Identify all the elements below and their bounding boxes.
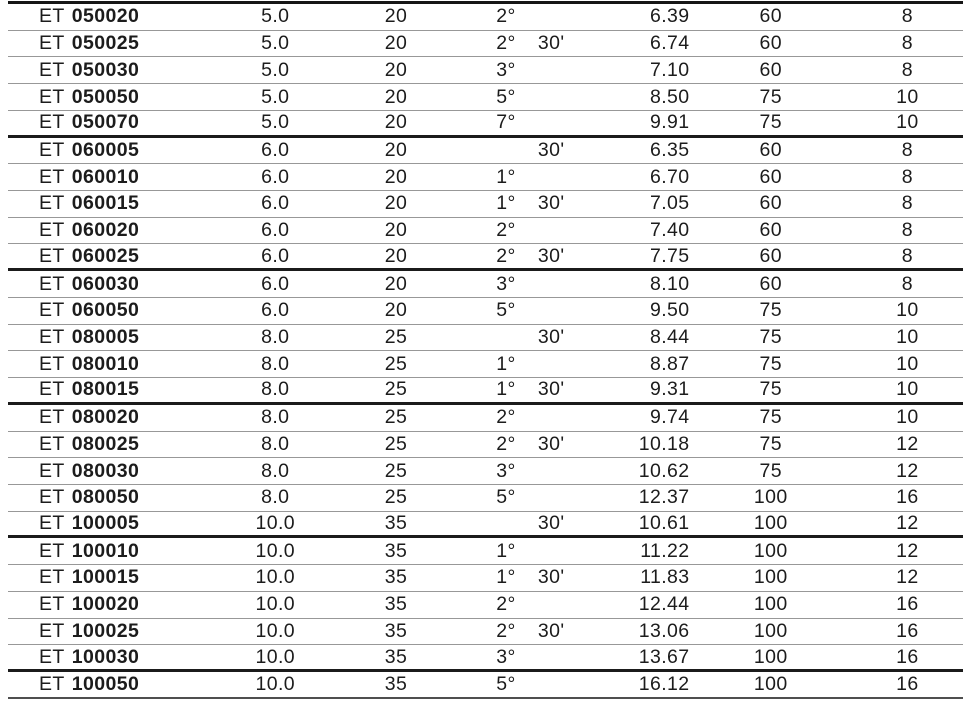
part-prefix: ET [39, 165, 65, 188]
part-code: 100005 [71, 512, 140, 535]
dim-a-cell: 5.0 [261, 111, 290, 134]
dim-c-cell: 10.61 [638, 512, 690, 535]
dim-e-cell: 10 [896, 325, 919, 348]
part-number-cell [8, 166, 191, 189]
data-table [8, 1, 963, 699]
table-row [8, 138, 963, 165]
angle-minutes-cell: 30' [537, 432, 565, 455]
table-row [8, 271, 963, 298]
dim-b-cell: 35 [384, 512, 408, 535]
table-row [8, 672, 963, 699]
part-prefix: ET [39, 138, 65, 161]
dim-e-cell: 12 [896, 539, 919, 562]
dim-e-cell: 8 [901, 32, 914, 55]
dim-d-cell: 100 [753, 593, 788, 616]
part-prefix: ET [39, 566, 65, 589]
angle-minutes-cell: 30' [537, 619, 565, 642]
dim-b-cell: 20 [384, 299, 408, 322]
dim-b-cell: 35 [384, 539, 408, 562]
part-number-cell [8, 512, 191, 535]
part-number-cell [8, 378, 191, 401]
dim-a-cell: 5.0 [261, 32, 290, 55]
part-prefix: ET [39, 619, 65, 642]
dim-c-cell: 6.70 [649, 165, 690, 188]
angle-degrees-cell: 5° [496, 299, 516, 322]
angle-minutes-cell: 30' [537, 32, 565, 55]
table-row [8, 405, 963, 432]
dim-e-cell: 16 [896, 486, 919, 509]
table-row [8, 485, 963, 512]
dim-d-cell: 60 [759, 165, 782, 188]
part-number-cell [8, 32, 191, 55]
part-code: 100020 [71, 593, 140, 616]
dim-d-cell: 60 [759, 244, 782, 267]
dim-b-cell: 25 [384, 406, 408, 429]
part-prefix: ET [39, 325, 65, 348]
table-row [8, 619, 963, 646]
dim-a-cell: 10.0 [255, 539, 296, 562]
table-row [8, 218, 963, 245]
dim-e-cell: 8 [901, 219, 914, 242]
dim-c-cell: 7.10 [649, 58, 690, 81]
dim-b-cell: 20 [384, 111, 408, 134]
part-prefix: ET [39, 486, 65, 509]
part-code: 100010 [71, 539, 140, 562]
dim-b-cell: 25 [384, 432, 408, 455]
dim-d-cell: 100 [753, 512, 788, 535]
dim-b-cell: 25 [384, 459, 408, 482]
dim-c-cell: 9.74 [649, 406, 690, 429]
part-number-cell [8, 86, 191, 109]
part-code: 060025 [71, 244, 140, 267]
dim-c-cell: 8.44 [649, 325, 690, 348]
dim-a-cell: 5.0 [261, 5, 290, 28]
part-prefix: ET [39, 352, 65, 375]
dim-e-cell: 8 [901, 244, 914, 267]
dim-e-cell: 10 [896, 111, 919, 134]
angle-degrees-cell: 2° [496, 219, 516, 242]
dim-c-cell: 11.83 [640, 566, 690, 589]
part-number-cell [8, 566, 191, 589]
dim-b-cell: 35 [384, 619, 408, 642]
part-number-cell [8, 540, 191, 563]
dim-c-cell: 10.62 [638, 459, 690, 482]
table-row [8, 164, 963, 191]
dim-c-cell: 8.87 [649, 352, 690, 375]
part-prefix: ET [39, 299, 65, 322]
table-row [8, 565, 963, 592]
dim-d-cell: 100 [753, 566, 788, 589]
angle-degrees-cell: 5° [496, 85, 516, 108]
part-prefix: ET [39, 593, 65, 616]
part-code: 060050 [71, 299, 140, 322]
dim-b-cell: 20 [384, 85, 408, 108]
angle-degrees-cell: 2° [496, 244, 516, 267]
angle-minutes-cell: 30' [537, 138, 565, 161]
part-prefix: ET [39, 244, 65, 267]
dim-e-cell: 12 [896, 432, 919, 455]
dim-a-cell: 8.0 [261, 486, 290, 509]
dim-d-cell: 75 [759, 352, 782, 375]
dim-e-cell: 8 [901, 165, 914, 188]
dim-e-cell: 8 [901, 5, 914, 28]
angle-degrees-cell: 2° [496, 432, 516, 455]
angle-degrees-cell: 3° [496, 58, 516, 81]
angle-degrees-cell: 2° [496, 32, 516, 55]
dim-e-cell: 16 [896, 672, 919, 695]
part-code: 080010 [71, 352, 140, 375]
part-prefix: ET [39, 672, 65, 695]
table-row [8, 592, 963, 619]
dim-c-cell: 13.06 [638, 619, 690, 642]
dim-e-cell: 10 [896, 352, 919, 375]
part-prefix: ET [39, 512, 65, 535]
part-prefix: ET [39, 272, 65, 295]
dim-c-cell: 9.31 [649, 378, 690, 401]
dim-d-cell: 100 [753, 539, 788, 562]
dim-c-cell: 7.75 [649, 244, 690, 267]
dim-c-cell: 7.40 [649, 219, 690, 242]
part-number-cell [8, 59, 191, 82]
dim-b-cell: 20 [384, 244, 408, 267]
dim-d-cell: 60 [759, 272, 782, 295]
angle-degrees-cell: 5° [496, 672, 516, 695]
dim-d-cell: 75 [759, 432, 782, 455]
dim-d-cell: 75 [759, 325, 782, 348]
dim-e-cell: 12 [896, 566, 919, 589]
part-code: 080030 [71, 459, 140, 482]
dim-a-cell: 6.0 [261, 138, 290, 161]
part-code: 100015 [71, 566, 140, 589]
angle-minutes-cell: 30' [537, 244, 565, 267]
part-number-cell [8, 326, 191, 349]
dim-c-cell: 10.18 [638, 432, 690, 455]
table-row [8, 325, 963, 352]
table-row [8, 298, 963, 325]
dim-e-cell: 10 [896, 299, 919, 322]
dim-b-cell: 20 [384, 165, 408, 188]
table-row [8, 645, 963, 672]
dim-a-cell: 10.0 [255, 566, 296, 589]
dim-d-cell: 75 [759, 111, 782, 134]
part-code: 080050 [71, 486, 140, 509]
part-number-cell [8, 460, 191, 483]
part-number-cell [8, 111, 191, 134]
dim-d-cell: 100 [753, 672, 788, 695]
table-row [8, 458, 963, 485]
part-prefix: ET [39, 406, 65, 429]
dim-e-cell: 16 [896, 593, 919, 616]
dim-a-cell: 6.0 [261, 244, 290, 267]
angle-degrees-cell: 2° [496, 406, 516, 429]
angle-degrees-cell: 2° [496, 593, 516, 616]
dim-b-cell: 35 [384, 645, 408, 668]
table-row [8, 378, 963, 405]
part-prefix: ET [39, 32, 65, 55]
dim-a-cell: 5.0 [261, 85, 290, 108]
dim-a-cell: 10.0 [255, 512, 296, 535]
dim-e-cell: 12 [896, 459, 919, 482]
table-row [8, 191, 963, 218]
dim-d-cell: 100 [753, 645, 788, 668]
dim-b-cell: 25 [384, 378, 408, 401]
dim-c-cell: 6.39 [649, 5, 690, 28]
angle-minutes-cell: 30' [537, 378, 565, 401]
dim-d-cell: 60 [759, 219, 782, 242]
dim-a-cell: 8.0 [261, 406, 290, 429]
dim-e-cell: 12 [896, 512, 919, 535]
part-code: 060015 [71, 192, 140, 215]
part-prefix: ET [39, 432, 65, 455]
dim-a-cell: 6.0 [261, 299, 290, 322]
part-number-cell [8, 299, 191, 322]
part-code: 100025 [71, 619, 140, 642]
table-row [8, 57, 963, 84]
table-row [8, 111, 963, 138]
dim-c-cell: 12.37 [638, 486, 690, 509]
dim-b-cell: 20 [384, 5, 408, 28]
dim-d-cell: 60 [759, 138, 782, 161]
dim-e-cell: 8 [901, 138, 914, 161]
part-number-cell [8, 593, 191, 616]
dim-b-cell: 20 [384, 272, 408, 295]
dim-d-cell: 60 [759, 192, 782, 215]
dim-d-cell: 75 [759, 299, 782, 322]
part-prefix: ET [39, 645, 65, 668]
part-code: 050070 [71, 111, 140, 134]
angle-degrees-cell: 1° [496, 165, 516, 188]
dim-c-cell: 8.10 [649, 272, 690, 295]
part-code: 050020 [71, 5, 140, 28]
part-prefix: ET [39, 378, 65, 401]
dim-c-cell: 7.05 [649, 192, 690, 215]
angle-degrees-cell: 1° [496, 378, 516, 401]
angle-degrees-cell: 2° [496, 619, 516, 642]
dim-d-cell: 100 [753, 486, 788, 509]
dim-b-cell: 25 [384, 486, 408, 509]
dim-c-cell: 11.22 [640, 539, 690, 562]
dim-a-cell: 10.0 [255, 619, 296, 642]
part-code: 060020 [71, 219, 140, 242]
dim-a-cell: 6.0 [261, 219, 290, 242]
part-code: 060010 [71, 165, 140, 188]
part-prefix: ET [39, 192, 65, 215]
part-code: 060030 [71, 272, 140, 295]
angle-degrees-cell: 1° [496, 192, 516, 215]
table-row [8, 244, 963, 271]
dim-c-cell: 6.35 [649, 138, 690, 161]
part-number-cell [8, 273, 191, 296]
part-number-cell [8, 139, 191, 162]
part-number-cell [8, 192, 191, 215]
dim-e-cell: 8 [901, 272, 914, 295]
part-code: 050025 [71, 32, 140, 55]
table-row [8, 31, 963, 58]
angle-degrees-cell: 1° [496, 539, 516, 562]
part-prefix: ET [39, 219, 65, 242]
part-number-cell [8, 646, 191, 669]
part-number-cell [8, 486, 191, 509]
dim-c-cell: 13.67 [638, 645, 690, 668]
dim-e-cell: 10 [896, 378, 919, 401]
dim-a-cell: 6.0 [261, 165, 290, 188]
dim-d-cell: 100 [753, 619, 788, 642]
dim-a-cell: 10.0 [255, 593, 296, 616]
part-number-cell [8, 620, 191, 643]
dim-a-cell: 6.0 [261, 192, 290, 215]
dim-b-cell: 25 [384, 352, 408, 375]
dim-e-cell: 8 [901, 192, 914, 215]
angle-degrees-cell: 3° [496, 459, 516, 482]
dim-a-cell: 10.0 [255, 672, 296, 695]
part-code: 080005 [71, 325, 140, 348]
dim-e-cell: 8 [901, 58, 914, 81]
angle-minutes-cell: 30' [537, 512, 565, 535]
dim-e-cell: 16 [896, 619, 919, 642]
dim-b-cell: 35 [384, 566, 408, 589]
part-code: 050050 [71, 85, 140, 108]
part-prefix: ET [39, 85, 65, 108]
part-prefix: ET [39, 5, 65, 28]
dim-b-cell: 20 [384, 32, 408, 55]
table-row [8, 4, 963, 31]
dim-d-cell: 75 [759, 378, 782, 401]
table-row [8, 538, 963, 565]
part-prefix: ET [39, 111, 65, 134]
dim-e-cell: 10 [896, 85, 919, 108]
dim-a-cell: 8.0 [261, 459, 290, 482]
part-number-cell [8, 5, 191, 28]
part-prefix: ET [39, 539, 65, 562]
angle-minutes-cell: 30' [537, 192, 565, 215]
angle-degrees-cell: 3° [496, 272, 516, 295]
angle-degrees-cell: 2° [496, 5, 516, 28]
part-code: 100030 [71, 645, 140, 668]
part-number-cell [8, 406, 191, 429]
part-number-cell [8, 245, 191, 268]
angle-degrees-cell: 3° [496, 645, 516, 668]
angle-minutes-cell: 30' [537, 566, 565, 589]
table-row [8, 432, 963, 459]
part-code: 050030 [71, 58, 140, 81]
dim-c-cell: 8.50 [649, 85, 690, 108]
dim-d-cell: 75 [759, 406, 782, 429]
part-number-cell [8, 673, 191, 696]
dim-e-cell: 16 [896, 645, 919, 668]
angle-minutes-cell: 30' [537, 325, 565, 348]
part-code: 080015 [71, 378, 140, 401]
dim-d-cell: 60 [759, 58, 782, 81]
dim-b-cell: 35 [384, 593, 408, 616]
dim-b-cell: 20 [384, 219, 408, 242]
dim-b-cell: 20 [384, 58, 408, 81]
part-code: 080020 [71, 406, 140, 429]
dim-a-cell: 8.0 [261, 352, 290, 375]
dim-e-cell: 10 [896, 406, 919, 429]
part-number-cell [8, 219, 191, 242]
dim-b-cell: 20 [384, 138, 408, 161]
angle-degrees-cell: 1° [496, 566, 516, 589]
dim-d-cell: 60 [759, 32, 782, 55]
dim-a-cell: 8.0 [261, 378, 290, 401]
part-number-cell [8, 353, 191, 376]
dim-d-cell: 75 [759, 459, 782, 482]
angle-degrees-cell: 7° [496, 111, 516, 134]
dim-c-cell: 12.44 [638, 593, 690, 616]
dim-d-cell: 60 [759, 5, 782, 28]
dim-c-cell: 9.91 [649, 111, 690, 134]
dim-b-cell: 25 [384, 325, 408, 348]
table-row [8, 512, 963, 539]
part-prefix: ET [39, 58, 65, 81]
dim-b-cell: 35 [384, 672, 408, 695]
angle-degrees-cell: 1° [496, 352, 516, 375]
dim-c-cell: 16.12 [638, 672, 690, 695]
dim-a-cell: 8.0 [261, 325, 290, 348]
part-code: 060005 [71, 138, 140, 161]
part-code: 100050 [71, 672, 140, 695]
dim-d-cell: 75 [759, 85, 782, 108]
part-code: 080025 [71, 432, 140, 455]
dim-b-cell: 20 [384, 192, 408, 215]
table-row [8, 351, 963, 378]
dim-c-cell: 9.50 [649, 299, 690, 322]
dim-a-cell: 6.0 [261, 272, 290, 295]
table-row [8, 84, 963, 111]
dim-a-cell: 8.0 [261, 432, 290, 455]
part-prefix: ET [39, 459, 65, 482]
dim-c-cell: 6.74 [649, 32, 690, 55]
angle-degrees-cell: 5° [496, 486, 516, 509]
dim-a-cell: 10.0 [255, 645, 296, 668]
part-number-cell [8, 433, 191, 456]
dim-a-cell: 5.0 [261, 58, 290, 81]
